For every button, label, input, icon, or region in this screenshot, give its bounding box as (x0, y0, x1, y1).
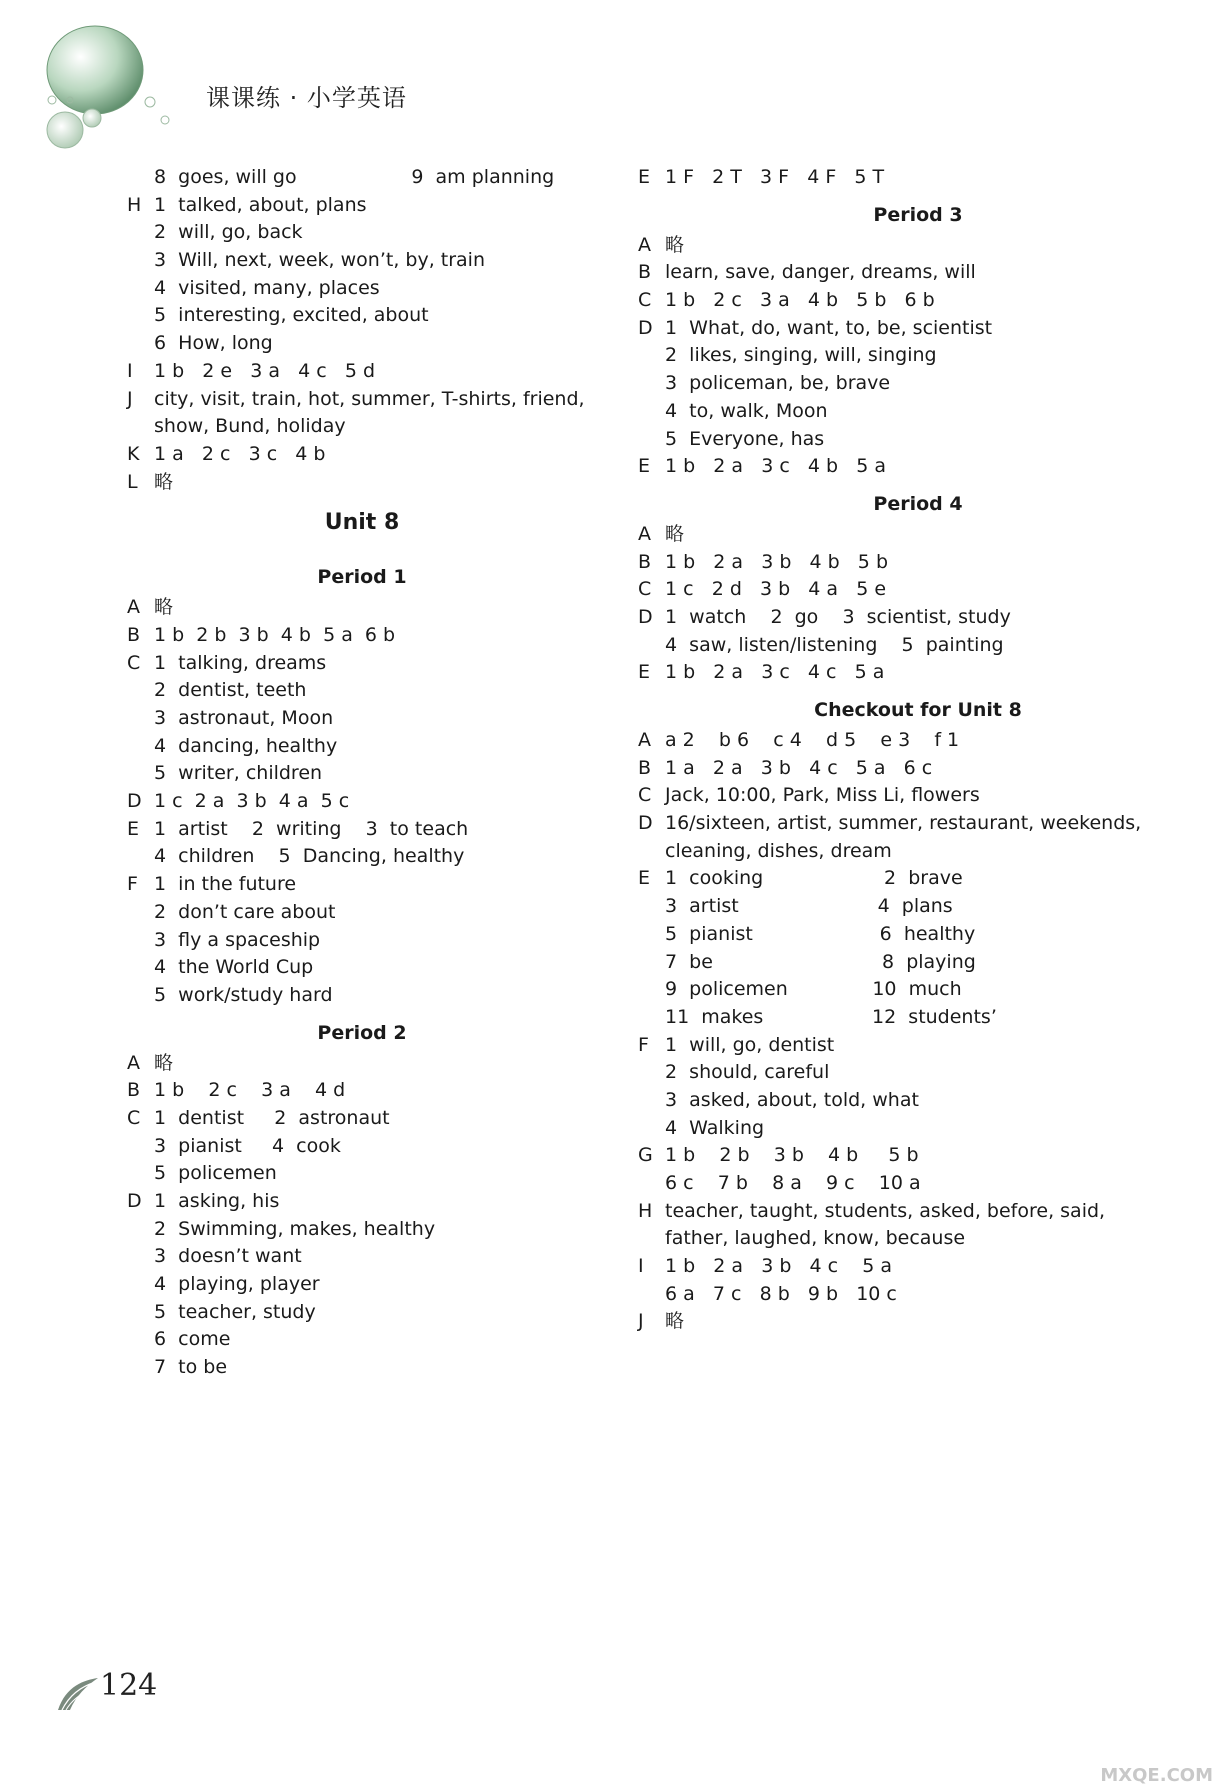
answer-text: show, Bund, holiday (154, 415, 346, 438)
answer-row (127, 705, 597, 733)
answer-row (127, 330, 597, 358)
period-heading: Checkout for Unit 8 (814, 699, 1022, 721)
watermark: MXQE.COM (1100, 1765, 1213, 1786)
answer-row (638, 727, 1198, 755)
answer-row (638, 810, 1198, 838)
answer-row (127, 1299, 597, 1327)
answer-text: 4 Walking (665, 1116, 765, 1139)
answer-row (638, 1198, 1198, 1226)
answer-text: 3 pianist 4 cook (154, 1134, 341, 1157)
period-heading: Period 4 (873, 492, 963, 515)
answer-text: 1 asking, his (154, 1190, 280, 1212)
answer-row (127, 788, 597, 816)
answer-row (638, 1087, 1198, 1115)
answer-row (638, 259, 1198, 287)
bubble-logo-icon (40, 20, 220, 180)
book-title: 课课练 · 小学英语 (206, 84, 407, 112)
section-label: D (127, 790, 142, 813)
answer-row (127, 469, 597, 497)
answer-row (638, 755, 1198, 783)
answer-text: 3 policeman, be, brave (665, 372, 891, 395)
answer-text: 3 Will, next, week, won’t, by, train (154, 249, 486, 272)
answer-text: 16/sixteen, artist, summer, restaurant, weekends, (665, 812, 1142, 835)
answer-text: 4 visited, many, places (154, 276, 380, 299)
answer-row (127, 927, 597, 955)
answer-text: 3 astronaut, Moon (154, 707, 334, 729)
answer-text: 2 likes, singing, will, singing (665, 344, 937, 367)
answer-text: 7 to be (154, 1356, 228, 1379)
answer-row (127, 982, 597, 1010)
section-label: A (638, 729, 651, 751)
answer-text: 略 (154, 596, 174, 619)
answer-text: 5 policemen (154, 1162, 277, 1185)
answer-row (127, 275, 597, 303)
answer-text: cleaning, dishes, dream (665, 839, 892, 862)
answer-row (127, 843, 597, 871)
answer-row (638, 342, 1198, 370)
answer-text: city, visit, train, hot, summer, T-shirts, friend, (154, 387, 585, 410)
period-heading: Period 2 (317, 1021, 407, 1044)
section-label: E (638, 166, 651, 188)
answer-row (127, 302, 597, 330)
answer-row (638, 782, 1198, 810)
answer-row (638, 576, 1198, 604)
section-label: B (127, 623, 141, 646)
answer-row (638, 921, 1198, 949)
answer-text: 1 b 2 a 3 c 4 c 5 a (665, 661, 885, 684)
answer-text: 3 doesn’t want (154, 1245, 302, 1268)
section-label: I (127, 359, 133, 382)
answer-row (127, 1326, 597, 1354)
answer-row (127, 247, 597, 275)
answer-row (638, 1281, 1198, 1309)
answer-text: 1 c 2 d 3 b 4 a 5 e (665, 578, 887, 601)
section-label: B (127, 1079, 141, 1102)
answer-text: 5 interesting, excited, about (154, 304, 429, 327)
answer-text: 1 b 2 a 3 c 4 b 5 a (665, 455, 886, 478)
section-label: F (127, 873, 138, 896)
section-label: C (127, 651, 141, 674)
answer-row (638, 1308, 1198, 1336)
section-label: E (638, 867, 651, 890)
period-heading: Period 1 (317, 566, 407, 589)
section-label: E (638, 661, 651, 684)
answer-row (127, 1077, 597, 1105)
section-label: D (638, 316, 653, 339)
answer-row (127, 594, 597, 622)
section-label: L (127, 470, 138, 493)
answer-text: 8 goes, will go 9 am planning (154, 166, 555, 188)
answer-text: 1 b 2 a 3 b 4 b 5 b (665, 550, 888, 573)
answer-row (127, 650, 597, 678)
answer-row (638, 1225, 1198, 1253)
answer-text: 1 b 2 a 3 b 4 c 5 a (665, 1255, 893, 1278)
answer-row (127, 219, 597, 247)
answer-row (127, 386, 597, 414)
answer-text: 3 fly a spaceship (154, 928, 321, 951)
section-label: D (638, 812, 653, 835)
answer-row (127, 871, 597, 899)
answer-row (638, 893, 1198, 921)
answer-row (127, 760, 597, 788)
answer-row (127, 1271, 597, 1299)
answer-text: 5 Everyone, has (665, 427, 825, 450)
answer-text: 略 (665, 522, 685, 545)
answer-text: 5 teacher, study (154, 1300, 316, 1323)
answer-text: 略 (665, 1310, 685, 1333)
answer-row (127, 677, 597, 705)
answer-text: a 2 b 6 c 4 d 5 e 3 f 1 (665, 729, 960, 751)
answer-text: 2 don’t care about (154, 900, 336, 923)
answer-row (638, 949, 1198, 977)
answer-row (127, 733, 597, 761)
answer-row (638, 865, 1198, 893)
section-label: E (638, 455, 651, 478)
answer-row (127, 622, 597, 650)
answer-text: 略 (665, 233, 685, 256)
section-label: E (127, 817, 140, 840)
answer-text: 6 How, long (154, 332, 273, 355)
answer-text: Jack, 10:00, Park, Miss Li, flowers (665, 784, 980, 807)
answer-text: 4 saw, listen/listening 5 painting (665, 633, 1004, 656)
answer-text: 略 (154, 1051, 174, 1074)
answer-row (127, 899, 597, 927)
answer-text: 1 What, do, want, to, be, scientist (665, 316, 993, 339)
answer-row (638, 315, 1198, 343)
answer-row (127, 413, 597, 441)
answer-text: 2 dentist, teeth (154, 679, 307, 702)
answer-row (638, 1059, 1198, 1087)
answer-text: 4 dancing, healthy (154, 734, 338, 757)
answer-text: 1 a 2 c 3 c 4 b (154, 442, 326, 465)
section-label: D (127, 1190, 142, 1212)
answer-row (638, 232, 1198, 260)
answer-text: 1 artist 2 writing 3 to teach (154, 817, 469, 840)
section-label: B (638, 261, 652, 284)
answer-row (638, 426, 1198, 454)
answer-text: teacher, taught, students, asked, before, said, (665, 1199, 1106, 1222)
answer-text: 1 b 2 b 3 b 4 b 5 a 6 b (154, 623, 396, 646)
answer-row (638, 1253, 1198, 1281)
answer-row (638, 976, 1198, 1004)
section-label: B (638, 550, 652, 573)
answer-text: 2 Swimming, makes, healthy (154, 1217, 436, 1240)
answer-text: 1 b 2 e 3 a 4 c 5 d (154, 359, 376, 382)
section-label: G (638, 1144, 653, 1167)
answer-row (638, 164, 1198, 192)
answer-row (638, 398, 1198, 426)
answer-row (638, 659, 1198, 687)
section-label: A (638, 522, 651, 545)
section-label: I (638, 1255, 644, 1278)
answer-row (127, 954, 597, 982)
answer-text: 1 watch 2 go 3 scientist, study (665, 605, 1011, 628)
answer-text: 9 policemen 10 much (665, 978, 962, 1001)
answer-text: learn, save, danger, dreams, will (665, 261, 976, 284)
answer-row (638, 287, 1198, 315)
answer-text: 1 F 2 T 3 F 4 F 5 T (665, 166, 885, 188)
answer-row (638, 370, 1198, 398)
section-label: A (638, 233, 651, 256)
answer-row (638, 549, 1198, 577)
answer-text: 5 writer, children (154, 762, 323, 785)
answer-row (127, 1133, 597, 1161)
answer-row (127, 1354, 597, 1382)
answer-row (127, 358, 597, 386)
answer-row (127, 1216, 597, 1244)
answer-text: 略 (154, 470, 174, 493)
section-label: H (638, 1199, 653, 1222)
answer-row (638, 838, 1198, 866)
answer-row (127, 441, 597, 469)
answer-text: 1 dentist 2 astronaut (154, 1106, 390, 1129)
answer-text: 1 b 2 b 3 b 4 b 5 b (665, 1144, 919, 1167)
answer-text: 4 the World Cup (154, 956, 314, 979)
answer-row (127, 816, 597, 844)
section-label: C (638, 784, 652, 807)
answer-text: 6 c 7 b 8 a 9 c 10 a (665, 1172, 921, 1194)
answer-row (127, 1243, 597, 1271)
answer-text: 2 will, go, back (154, 221, 303, 244)
answer-row (638, 521, 1198, 549)
answer-text: 5 work/study hard (154, 983, 333, 1006)
section-label: A (127, 1051, 140, 1074)
answer-text: 1 b 2 c 3 a 4 b 5 b 6 b (665, 289, 935, 312)
answer-text: 11 makes 12 students’ (665, 1005, 997, 1028)
answer-text: 1 cooking 2 brave (665, 867, 963, 890)
answer-text: 1 a 2 a 3 b 4 c 5 a 6 c (665, 756, 933, 779)
page-number: 124 (100, 1668, 158, 1703)
answer-row (638, 1170, 1198, 1198)
section-label: C (638, 289, 652, 312)
answer-text: father, laughed, know, because (665, 1227, 966, 1250)
answer-column-left (127, 164, 597, 1382)
answer-row (638, 1142, 1198, 1170)
section-label: D (638, 605, 653, 628)
answer-text: 2 should, careful (665, 1061, 830, 1084)
answer-row (638, 1115, 1198, 1143)
answer-text: 4 children 5 Dancing, healthy (154, 845, 465, 868)
answer-row (127, 192, 597, 220)
answer-row (127, 1050, 597, 1078)
unit-heading: Unit 8 (324, 510, 400, 536)
answer-row (638, 453, 1198, 481)
answer-text: 5 pianist 6 healthy (665, 922, 976, 945)
answer-text: 6 come (154, 1328, 231, 1351)
answer-text: 3 artist 4 plans (665, 895, 953, 918)
answer-text: 4 playing, player (154, 1273, 320, 1296)
answer-text: 1 will, go, dentist (665, 1033, 835, 1056)
section-label: K (127, 442, 140, 465)
answer-row (127, 1105, 597, 1133)
section-label: H (127, 193, 142, 216)
section-label: J (638, 1310, 644, 1333)
section-label: J (127, 387, 133, 410)
section-label: B (638, 756, 652, 779)
section-label: F (638, 1033, 649, 1056)
answer-row (638, 632, 1198, 660)
answer-text: 1 in the future (154, 873, 297, 896)
answer-text: 4 to, walk, Moon (665, 399, 828, 422)
section-label: C (127, 1106, 141, 1129)
period-heading: Period 3 (873, 203, 963, 226)
answer-row (638, 1004, 1198, 1032)
answer-text: 1 talked, about, plans (154, 193, 367, 216)
section-label: C (638, 578, 652, 601)
answer-text: 6 a 7 c 8 b 9 b 10 c (665, 1282, 897, 1305)
section-label: A (127, 596, 140, 619)
answer-row (127, 1188, 597, 1216)
answer-text: 3 asked, about, told, what (665, 1088, 919, 1111)
answer-row (127, 1160, 597, 1188)
answer-text: 7 be 8 playing (665, 950, 976, 973)
answer-text: 1 talking, dreams (154, 651, 327, 674)
answer-row (638, 1032, 1198, 1060)
answer-row (127, 164, 597, 192)
answer-text: 1 c 2 a 3 b 4 a 5 c (154, 790, 350, 813)
page-header (0, 0, 1221, 160)
answer-column-right (638, 164, 1198, 1336)
leaf-icon (56, 1676, 100, 1712)
answer-row (638, 604, 1198, 632)
answer-text: 1 b 2 c 3 a 4 d (154, 1079, 346, 1102)
